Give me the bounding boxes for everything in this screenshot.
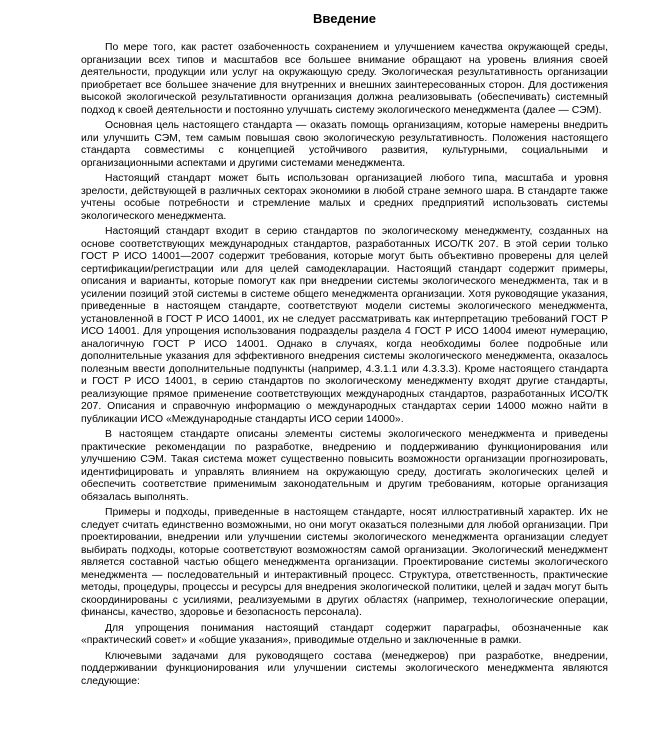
paragraph: Основная цель настоящего стандарта — оказать помощь организациям, которые намерены внедрить или улучшить СЭМ, тем самым повышая свою экологическую результативность. Положения настоящего стандарта совместимы с концепцией устойчивого развития, культурными, социальными и организационными аспектами и другими системами менеджмента. <box>81 120 608 169</box>
paragraph: Примеры и подходы, приведенные в настоящем стандарте, носят иллюстративный характер. Их не следует считать единственно возможными, но они могут оказаться полезными для любой организации. При проектировании, внедрении или улучшении системы экологического менеджмента организации следует выбирать подходы, которые соответствуют возможностям самой организации. Экологический менеджмент является составной частью общего менеджмента организации. Проектирование системы экологического менеджмента — последовательный и интерактивный процесс. Структура, ответственность, практические методы, процедуры, процессы и ресурсы для внедрения экологической политики, целей и задач могут быть скоординированы с усилиями, реализуемыми в других областях (например, технологические операции, финансы, качество, здоровье и безопасность персонала). <box>81 507 608 618</box>
paragraph: Настоящий стандарт входит в серию стандартов по экологическому менеджменту, созданных на основе соответствующих международных стандартов, разработанных ИСО/ТК 207. В этой серии только ГОСТ Р ИСО 14001—2007 содержит требования, которые могут быть объективно проверены для целей сертификации/регистрации или для целей самодекларации. Настоящий стандарт содержит примеры, описания и варианты, которые помогут как при внедрении системы экологического менеджмента, так и в усилении позиций этой системы в системе общего менеджмента организации. Хотя руководящие указания, приведенные в настоящем стандарте, соответствуют модели системы экологического менеджмента, установленной в ГОСТ Р ИСО 14001, их не следует рассматривать как интерпретацию требований ГОСТ Р ИСО 14001. Для упрощения использования подразделы раздела 4 ГОСТ Р ИСО 14004 имеют нумерацию, аналогичную ГОСТ Р ИСО 14001. Однако в случаях, когда необходимы более подробные или дополнительные указания для эффективного внедрения системы экологического менеджмента, оказалось полезным ввести дополнительные подпункты (например, 4.3.1.1 или 4.3.3.3). Кроме настоящего стандарта и ГОСТ Р ИСО 14001, в серию стандартов по экологическому менеджменту входят другие стандарты, реализующие прямое применение соответствующих международных стандартов, разработанных ИСО/ТК 207. Описания и справочную информацию о международных стандартах серии 14000 можно найти в публикации ИСО «Международные стандарты ИСО серии 14000». <box>81 226 608 425</box>
paragraph: Для упрощения понимания настоящий стандарт содержит параграфы, обозначенные как «практический совет» и «общие указания», приводимые отдельно и заключенные в рамки. <box>81 622 608 646</box>
document-title: Введение <box>313 11 376 26</box>
paragraph: Ключевыми задачами для руководящего состава (менеджеров) при разработке, внедрении, поддерживании функционирования или улучшении системы экологического менеджмента являются следующие: <box>81 650 608 687</box>
paragraph: Настоящий стандарт может быть использован организацией любого типа, масштаба и уровня зрелости, действующей в различных секторах экономики в любой стране земного шара. В стандарте также учтены особые потребности и стремление малых и средних предприятий использовать системы экологического менеджмента. <box>81 173 608 222</box>
paragraph: В настоящем стандарте описаны элементы системы экологического менеджмента и приведены практические рекомендации по разработке, внедрению и поддерживанию функционирования или улучшению СЭМ. Такая система может существенно повысить возможности организации прогнозировать, идентифицировать и управлять влиянием на окружающую среду, достигать экологических целей и обеспечить соответствие применимым законодательным и другим требованиям, которые организация обязалась выполнять. <box>81 429 608 503</box>
paragraph: По мере того, как растет озабоченность сохранением и улучшением качества окружающей среды, организации всех типов и масштабов все большее внимание обращают на уровень влияния своей деятельности, продукции или услуг на окружающую среду. Экологическая результативность организации приобретает все большее значение для внутренних и внешних заинтересованных сторон. Для достижения высокой экологической результативности организация должна реализовывать (обеспечивать) системный подход к своей деятельности и постоянно улучшать систему экологического менеджмента (далее — СЭМ). <box>81 42 608 116</box>
